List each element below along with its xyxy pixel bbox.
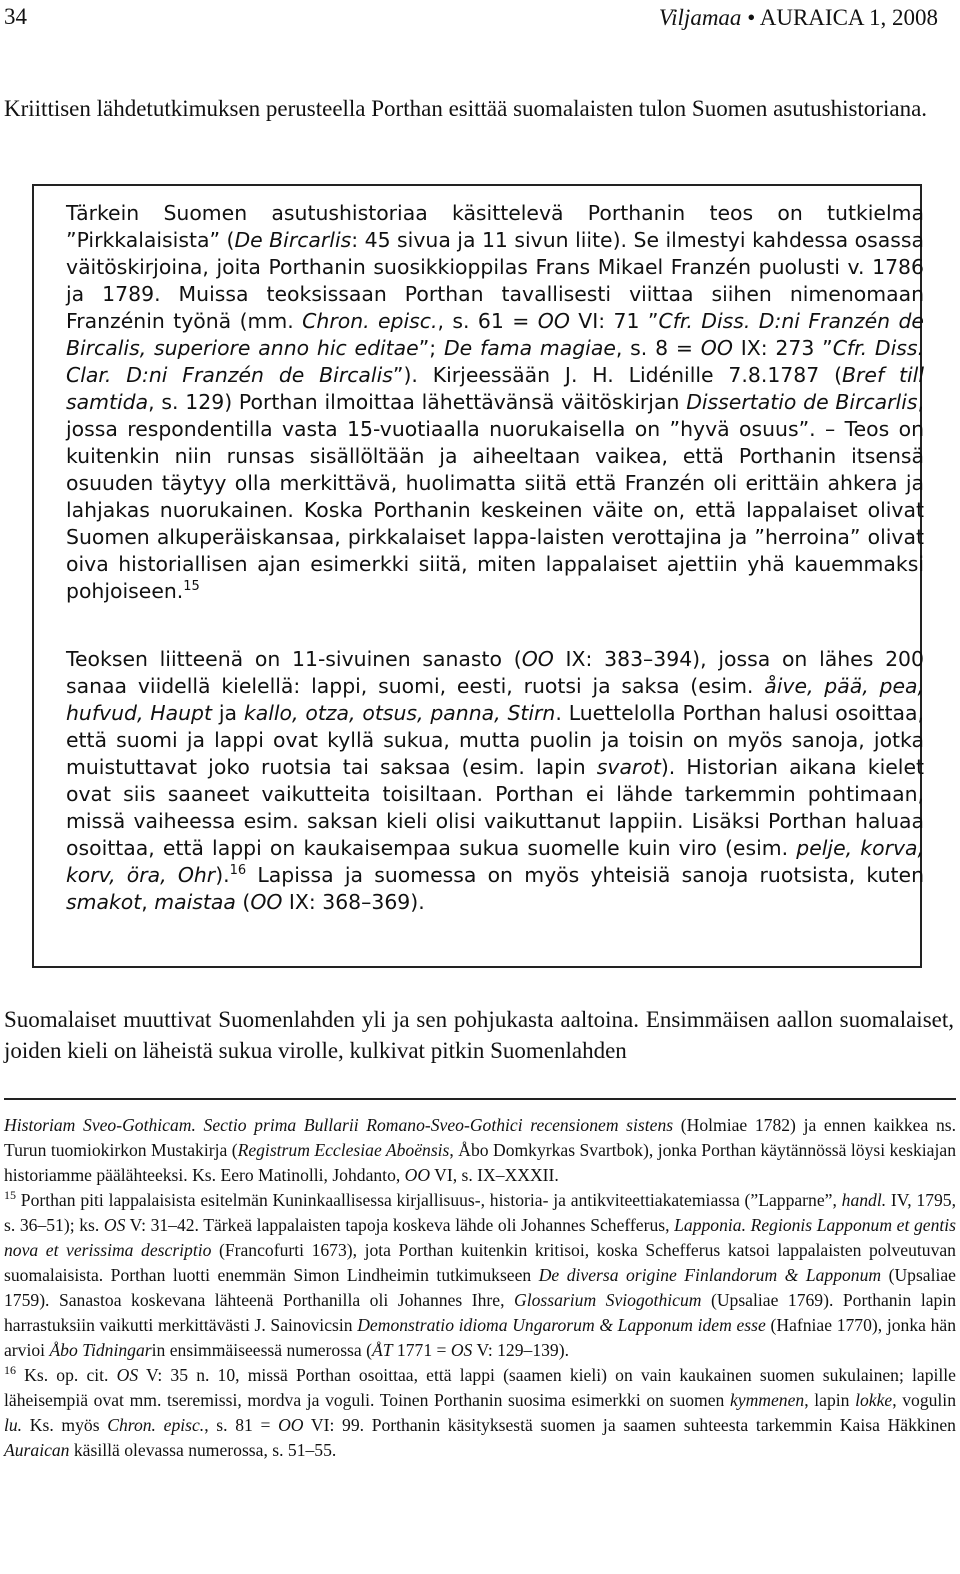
text-run: in ensimmäiseessä numerossa ( [151,1340,372,1360]
text-run: Ks. myös [22,1415,108,1435]
text-run: V: 31–42. Tärkeä lappalaisten tapoja koskeva lähde oli Johannes Schefferus, [125,1215,675,1235]
footnote-divider [4,1098,956,1100]
footnote-16 [4,1363,956,1463]
text-run: , lapin [804,1390,856,1410]
footnote-number: 16 [4,1363,16,1378]
italic-run: Demonstratio idioma Ungarorum & Lapponum idem esse [357,1315,766,1335]
italic-run: De Bircarlis [234,228,352,252]
italic-run: OO [521,647,554,671]
box-paragraph-1 [66,200,924,605]
italic-run: OO [404,1165,431,1185]
text-run: (Upsaliae 1769). Porthanin lapin harrastuksiin vaikutti merkittävästi J. Sainovicsin [4,1290,956,1335]
text-run: IX: 273 ” [732,336,833,360]
text-run: Tärkein Suomen asutushistoriaa käsittelevä Porthanin teos on tutkielma ”Pirkkalaisista” ( [66,201,924,252]
footnote-15 [4,1188,956,1363]
italic-run: kallo, otza, otsus, panna, Stirn [243,701,556,725]
box-paragraph-2 [66,646,924,916]
italic-run: OO [250,890,283,914]
text-run: , s. 81 = [204,1415,279,1435]
italic-run: Åbo Tidningar [49,1340,152,1360]
text-run: käsillä olevassa numerossa, s. 51–55. [69,1440,337,1460]
italic-run: Cfr. Diss. D:ni Franzén de Bircalis, superiore anno hic editae [66,309,924,360]
text-run: . Luettelolla Porthan halusi osoittaa, että suomi ja lappi ovat kyllä sukua, mutta puolin ja toisin on myös sanoja, jotka muistuttavat joko ruotsia tai saksaa (esim. lapin [66,701,925,779]
italic-run: OS [116,1365,139,1385]
text-run: (Hafniae 1770), jonka hän arvioi [4,1315,957,1360]
text-run: (Holmiae 1782) ja ennen kaikkea ns. Turun tuomiokirkon Mustakirja ( [4,1115,956,1160]
footnote-number: 15 [4,1188,16,1203]
italic-run: kymmenen [729,1390,805,1410]
text-run: , s. 61 = [437,309,538,333]
text-run: Porthan piti lappalaisista esitelmän Kuninkaallisessa kirjallisuus-, historia- ja antikviteettiakatemiassa (”Lapparne”, [16,1190,842,1210]
text-run: , s. 8 = [615,336,701,360]
text-run: Ks. op. cit. [16,1365,117,1385]
italic-run: smakot [66,890,142,914]
italic-run: Historiam Sveo-Gothicam. Sectio prima Bullarii Romano-Sveo-Gothici recensionem sistens [4,1115,674,1135]
italic-run: maistaa [154,890,236,914]
italic-run: OO [278,1415,304,1435]
text-run: , jossa respondentilla vasta 15-vuotiaalla nuorukaisella on ”hyvä osuus”. – Teos on kuitenkin niin runsas sisällöltään ja aiheeltaan vaikea, että Porthanin itsensä osuuden täytyy olla merkittävä, huolimatta siitä että Franzén oli erittäin ahkera ja lahjakas nuorukainen. Koska Porthanin keskeinen väite on, että lappalaiset olivat Suomen alkuperäiskansaa, pirkkalaiset lappa-laisten verottajina ja ”herroina” olivat oiva historiallisen ajan esimerkki siitä, miten lappalaiset ajettiin yhä kauemmaksi pohjoiseen. [66,390,924,603]
italic-run: handl. [841,1190,887,1210]
italic-run: De diversa origine Finlandorum & Lapponum [538,1265,882,1285]
italic-run: Registrum Ecclesiae Aboënsis [237,1140,450,1160]
text-run: IX: 368–369). [282,890,425,914]
text-run: ). [215,863,230,887]
text-run: ”). Kirjeessään J. H. Lidénille 7.8.1787 ( [392,363,843,387]
text-run: ”; [418,336,444,360]
italic-run: Glossarium Sviogothicum [514,1290,702,1310]
footnote-ref: 15 [183,579,200,595]
text-run: VI: 99. Porthanin käsityksestä suomen ja saamen suhteesta tarkemmin Kaisa Häkkinen [303,1415,956,1435]
text-run: Lapissa ja suomessa on myös yhteisiä sanoja ruotsista, kuten [246,863,924,887]
italic-run: Chron. episc. [302,309,438,333]
text-run: IV, 1795, s. 36–51); ks. [4,1190,956,1235]
text-run: , vogulin [892,1390,956,1410]
italic-run: De fama magiae [443,336,616,360]
text-run: ). Historian aikana kielet ovat siis saaneet vaikutteita toisiltaan. Porthan ei lähde tarkemmin pohtimaan, missä vaiheessa esim. saksan kieli olisi vaikuttanut lappiin. Lisäksi Porthan haluaa osoittaa, että lappi on kaukaisempaa sukua suomelle kuin viro (esim. [66,755,924,860]
italic-run: svarot [596,755,661,779]
text-run: V: 35 n. 10, missä Porthan osoittaa, että lappi (saamen kieli) on vain kaukainen suomen sukulainen; lapille läheisempiä ovat mm. tseremissi, mordva ja voguli. Toinen Porthanin suosima esimerkki on suomen [4,1365,956,1410]
page-number: 34 [4,4,27,29]
sidebar-box [32,184,925,968]
italic-run: Cfr. Diss. Clar. D:ni Franzén de Bircalis [66,336,925,387]
italic-run: åive, pää, pea, hufvud, Haupt [66,674,924,725]
italic-run: Dissertatio de Bircarlis [686,390,918,414]
text-run: V: 129–139). [472,1340,569,1360]
running-header [659,5,938,31]
running-header-author: Viljamaa [658,5,742,30]
footnote-14-continuation [4,1113,956,1188]
italic-run: Lapponia. Regionis Lapponum et gentis nova et verissima descriptio [4,1215,956,1260]
body-paragraph: Suomalaiset muuttivat Suomenlahden yli ja sen pohjukasta aaltoina. Ensimmäisen aallon suomalaiset, joiden kieli on läheistä sukua virolle, kulkivat pitkin Suomenlahden [4,1007,954,1063]
italic-run: OO [700,336,733,360]
italic-run: pelje, korva, korv, öra, Ohr [66,836,924,887]
text-run: ( [235,890,251,914]
text-run: , Åbo Domkyrkas Svartbok), jonka Porthan käytännössä löysi keskiajan historiamme päälähteeksi. Ks. Eero Matinolli, Johdanto, [4,1140,956,1185]
text-run: IX: 383–394), jossa on lähes 200 sanaa viidellä kielellä: lappi, suomi, eesti, ruotsi ja saksa (esim. [66,647,924,698]
intro-paragraph: Kriittisen lähdetutkimuksen perusteella Porthan esittää suomalaisten tulon Suomen asutushistoriana. [4,96,928,121]
italic-run: lokke [855,1390,893,1410]
text-run: , s. 129) Porthan ilmoittaa lähettävänsä väitöskirjan [148,390,687,414]
text-run: ja [212,701,244,725]
footnote-ref: 16 [229,863,247,879]
text-run: Teoksen liitteenä on 11-sivuinen sanasto ( [66,647,522,671]
italic-run: Auraican [4,1440,70,1460]
text-run: VI, s. IX–XXXII. [430,1165,559,1185]
text-run: , [141,890,155,914]
italic-run: OS [103,1215,126,1235]
text-run: (Upsaliae 1759). Sanastoa koskevana lähteenä Porthanilla oli Johannes Ihre, [4,1265,956,1310]
italic-run: Chron. episc. [107,1415,205,1435]
text-run: 1771 = [392,1340,451,1360]
italic-run: Bref till samtida [66,363,924,414]
italic-run: ÅT [371,1340,393,1360]
text-run: VI: 71 ” [569,309,659,333]
running-header-journal: AURAICA 1, 2008 [759,5,938,30]
italic-run: OS [450,1340,473,1360]
running-header-bullet: • [747,5,756,30]
text-run: (Francofurti 1673), jota Porthan kuitenkin kritisoi, koska Schefferus katsoi lappalaisten polveutuvan suomalaisista. Porthan luotti enemmän Simon Lindheimin tutkimukseen [4,1240,956,1285]
text-run: : 45 sivua ja 11 sivun liite). Se ilmestyi kahdessa osassa väitöskirjoina, joita Porthanin suosikkioppilas Frans Mikael Franzén puolusti v. 1786 ja 1789. Muissa teoksissaan Porthan tavallisesti viittaa siihen nimenomaan Franzénin työnä (mm. [66,228,924,333]
italic-run: lu. [4,1415,23,1435]
italic-run: OO [537,309,570,333]
footnotes [4,1113,956,1463]
